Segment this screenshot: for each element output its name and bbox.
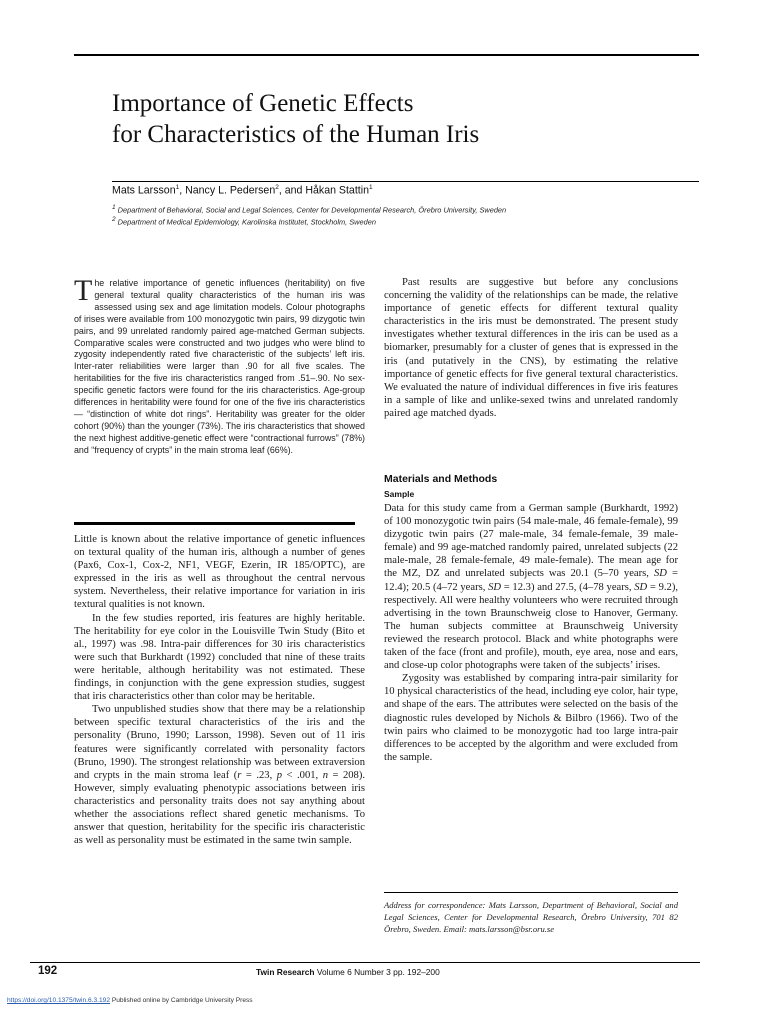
article-title (112, 88, 672, 150)
abstract-rule (74, 522, 355, 525)
stat-symbol: r (237, 769, 242, 781)
stat-symbol: SD (488, 581, 502, 593)
journal-volume: Volume 6 Number 3 pp. 192–200 (314, 967, 440, 977)
stat-symbol: SD (654, 568, 667, 580)
affiliation-text: Department of Behavioral, Social and Legal Sciences, Center for Developmental Research, Örebro University, Sweden (115, 205, 507, 215)
materials-methods-section (384, 473, 678, 764)
text-span: < .001, (282, 769, 323, 781)
title-line-2: for Characteristics of the Human Iris (112, 121, 480, 148)
journal-citation (256, 967, 440, 977)
title-line-1: Importance of Genetic Effects (112, 90, 414, 117)
text-span: Data for this study came from a German sample (Burkhardt, 1992) of 100 monozygotic twin pairs (54 male-male, 46 female-female), 99 dizygotic twin pairs (27 male-male, 34 female-female, 39 male-female) and 99 age-matched randomly paired, unrelated subjects (22 male-male, 28 female-female, 49 male-female). The mean age for the MZ, DZ and unrelated subjects was 20.1 (5–70 years, (384, 503, 678, 580)
text-span: = 208). However, simply evaluating phenotypic associations between iris characteristics and personality traits does not say anything about whether the associations reflect shared genetic mechanisms. To answer that question, heritability for the specific iris characteristic as well as personality must be estimated in the same twin sample. (74, 769, 366, 847)
introduction-column (74, 533, 365, 847)
drop-cap: T (74, 274, 93, 307)
text-span: = .23, (241, 769, 277, 781)
body-paragraph: Zygosity was established by comparing intra-pair similarity for 10 physical characteristics of the head, including eye color, hair type, and shape of the ears. The attributes were selected on the basis of the diagnostic rules developed by Nichols & Bilbro (1966). Two of the twin pairs who claimed to be monozygotic had too large intra-pair differences to be accepted by the algorithm and were excluded from the sample. (384, 673, 678, 763)
correspondence-rule (384, 892, 678, 893)
body-paragraph (74, 703, 365, 847)
doi-link[interactable]: https://doi.org/10.1375/twin.6.3.192 (7, 997, 111, 1004)
section-heading: Materials and Methods (384, 473, 498, 485)
affiliation-mark: 1 (112, 204, 116, 211)
author-name: Håkan Stattin (305, 184, 369, 197)
right-column-intro (384, 276, 678, 420)
affiliation-mark: 2 (275, 184, 279, 191)
affiliation-2 (112, 216, 376, 226)
subsection-heading: Sample (384, 489, 415, 499)
abstract (74, 274, 365, 457)
stat-symbol: n (322, 769, 328, 781)
affiliation-mark: 1 (175, 184, 180, 191)
body-paragraph (384, 502, 678, 672)
text-span: = 12.4); 20.5 (4–72 years, (384, 568, 679, 593)
text-span: = 9.2), respectively. All were healthy volunteers who were recruited through advertising in the town Braunschweig close to Hanover, Germany. The human subjects committee at Braunschweig University reviewed the research protocol. Black and white photographs were taken of the face (front and profile), mouth, eye area, nose and ears, and close-up color photographs were taken of the subjects’ irises. (384, 581, 678, 672)
affiliation-mark: 1 (368, 184, 373, 191)
journal-name: Twin Research (256, 967, 315, 977)
body-paragraph: Little is known about the relative importance of genetic influences on textural quality of the human iris, although a number of genes (Pax6, Cox-1, Cox-2, NF1, VEGF, Ezerin, IR 185/OPTC), are expressed in the iris as well as throughout the central nervous system. Nevertheless, their relative importance for variation in iris textural qualities is not known. (74, 534, 365, 611)
text-span: Two unpublished studies show that there may be a relationship between specific textural characteristics of the iris and the personality (Bruno, 1990; Larsson, 1998). Seven out of 11 iris features were significantly correlated with personality factors (Bruno, 1990). The strongest relationship was between extraversion and crypts in the main stroma leaf ( (74, 704, 365, 781)
stat-symbol: SD (634, 581, 648, 593)
correspondence-address: Address for correspondence: Mats Larsson, Department of Behavioral, Social and Legal Sciences, Center for Developmental Research, Örebro University, 701 82 Örebro, Sweden. Email: mats.larsson@bsr.oru.se (384, 900, 678, 934)
author-name: Mats Larsson (112, 184, 176, 197)
body-paragraph: Past results are suggestive but before any conclusions concerning the validity of the relationships can be made, the relative importance of genetic effects for different textural quality characteristics in the iris must be demonstrated. The present study investigates whether textural differences in the iris can be used as a biomarker, presumably for a cluster of genes that is expressed in the iris (and putatively in the CNS), by estimating the relative importance of genetic effects for five general textural characteristics. We evaluated the nature of individual differences in five iris features in a sample of like and unlike-sexed twins and unrelated randomly paired age matched dyads. (384, 277, 678, 419)
stat-symbol: p (276, 769, 283, 781)
publication-note: Published online by Cambridge University Press (110, 997, 253, 1004)
author-separator: , (179, 184, 186, 197)
affiliation-mark: 2 (112, 216, 116, 223)
author-list (112, 184, 373, 197)
text-span: = 12.3) and 27.5, (4–78 years, (501, 581, 635, 593)
author-separator: , and (278, 184, 306, 197)
affiliation-1 (112, 204, 506, 214)
top-rule (74, 54, 699, 56)
abstract-text: he relative importance of genetic influences (heritability) on five general textural quality characteristics of the human iris was assessed using sex and age limitation models. Colour photographs of irises were available from 100 monozygotic twin pairs, 99 dizygotic twin pairs, and 99 unrelated randomly paired age-matched German subjects. Comparative scales were constructed and two judges who were blind to zygosity independently rated five characteristic of the subjects’ left iris. Inter-rater reliabilities were larger than .90 for all five scales. The heritabilities for the five iris characteristics ranged from .51–.90. No sex-specific genetic factors were found for the iris characteristics. Age-group differences in heritability were found for one of the five iris characteristics — “distinction of white dot rings”. Heritability was greater for the older cohort (90%) than the younger (73%). The iris characteristics that showed the next highest additive-genetic effect were “contractional furrows” (78%) and “frequency of crypts” in the main stroma leaf (66%). (74, 278, 365, 455)
title-rule (112, 181, 699, 182)
affiliation-text: Department of Medical Epidemiology, Karolinska Institutet, Stockholm, Sweden (115, 217, 376, 227)
page-number: 192 (38, 965, 58, 977)
doi-line (7, 997, 253, 1004)
author-name: Nancy L. Pedersen (185, 184, 276, 197)
footer-rule (30, 962, 700, 963)
body-paragraph: In the few studies reported, iris features are highly heritable. The heritability for eye color in the Louisville Twin Study (Bito et al., 1997) was .98. Intra-pair differences for 30 iris characteristics were such that Burkhardt (1992) concluded that nine of these traits were heritable, although heritability was not estimated. These findings, in conjunction with the gene expression studies, suggest that iris characteristics other than color may be heritable. (74, 612, 365, 703)
